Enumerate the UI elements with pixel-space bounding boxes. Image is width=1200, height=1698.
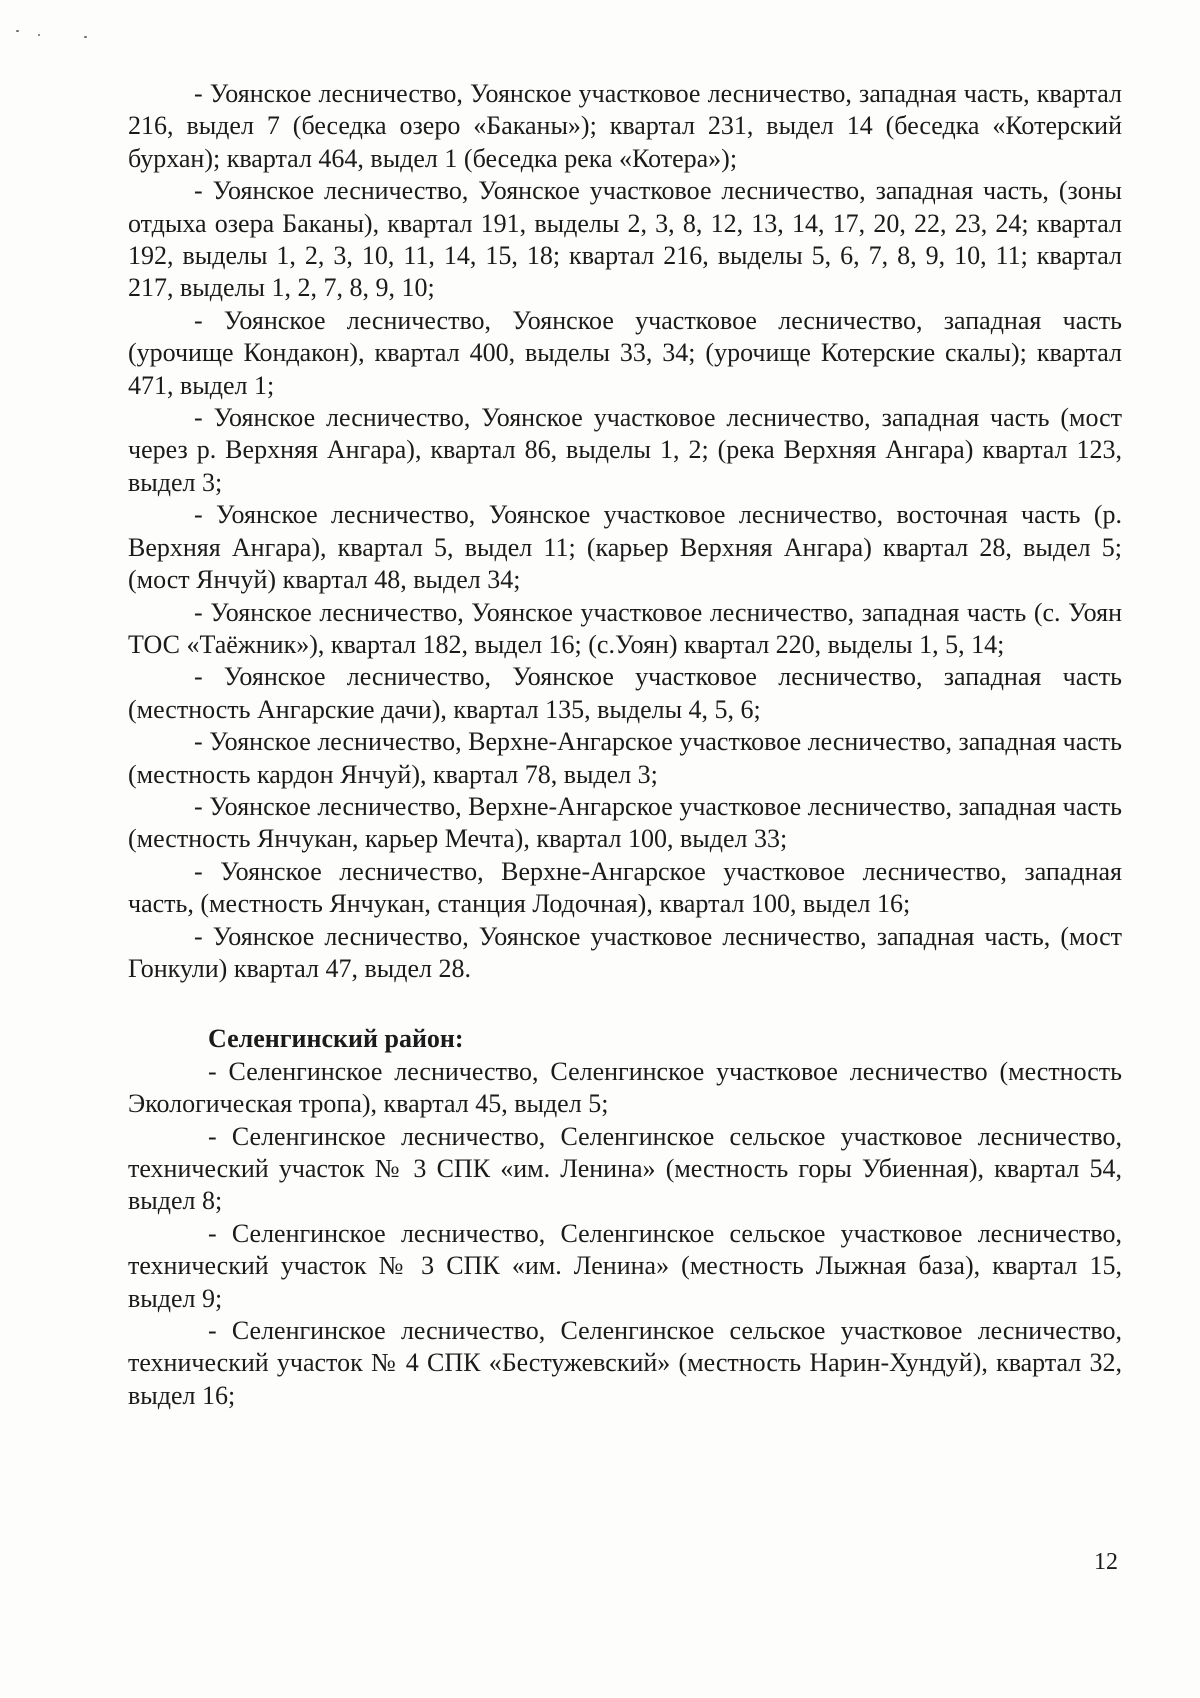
- list-item: - Селенгинское лесничество, Селенгинское сельское участковое лесничество, технический участок № 4 СПК «Бестужевский» (местность Нарин-Хундуй), квартал 32, выдел 16;: [128, 1316, 1122, 1410]
- list-item: - Селенгинское лесничество, Селенгинское сельское участковое лесничество, технический участок № 3 СПК «им. Ленина» (местность горы Убиенная), квартал 54, выдел 8;: [128, 1121, 1122, 1216]
- section-heading: Селенгинский район:: [208, 1024, 464, 1054]
- list-item: - Селенгинское лесничество, Селенгинское участковое лесничество (местность Экологическая тропа), квартал 45, выдел 5;: [128, 1056, 1122, 1119]
- page-number: 12: [1094, 1549, 1118, 1575]
- list-item: - Уоянское лесничество, Уоянское участковое лесничество, восточная часть (р. Верхняя Ангара), квартал 5, выдел 11; (карьер Верхняя Ангара) квартал 28, выдел 5; (мост Янчуй) квартал 48, выдел 34;: [128, 500, 1122, 595]
- list-item: - Уоянское лесничество, Уоянское участковое лесничество, западная часть (урочище Кондакон), квартал 400, выделы 33, 34; (урочище Котерские скалы); квартал 471, выдел 1;: [128, 305, 1122, 400]
- list-item: - Уоянское лесничество, Уоянское участковое лесничество, западная часть (с. Уоян ТОС «Таёжник»), квартал 182, выдел 16; (с.Уоян) квартал 220, выделы 1, 5, 14;: [128, 597, 1122, 659]
- scan-speck: [84, 36, 87, 38]
- list-item: - Уоянское лесничество, Уоянское участковое лесничество, западная часть (мост через р. Верхняя Ангара), квартал 86, выделы 1, 2; (река Верхняя Ангара) квартал 123, выдел 3;: [128, 403, 1122, 497]
- list-item: - Уоянское лесничество, Верхне-Ангарское участковое лесничество, западная часть (местность Янчукан, карьер Мечта), квартал 100, выдел 33;: [128, 791, 1122, 854]
- list-item: - Уоянское лесничество, Уоянское участковое лесничество, западная часть, (зоны отдыха озера Баканы), квартал 191, выделы 2, 3, 8, 12, 13, 14, 17, 20, 22, 23, 24; квартал 192, выделы 1, 2, 3, 10, 11, 14, 15, 18; квартал 216, выделы 5, 6, 7, 8, 9, 10, 11; квартал 217, выделы 1, 2, 7, 8, 9, 10;: [128, 176, 1122, 303]
- scan-speck: [16, 30, 19, 32]
- list-item: - Уоянское лесничество, Уоянское участковое лесничество, западная часть, (мост Гонкули) квартал 47, выдел 28.: [128, 921, 1122, 983]
- list-item: - Уоянское лесничество, Уоянское участковое лесничество, западная часть, квартал 216, выдел 7 (беседка озеро «Баканы»); квартал 231, выдел 14 (беседка «Котерский бурхан); квартал 464, выдел 1 (беседка река «Котера»);: [128, 79, 1122, 173]
- list-item: - Уоянское лесничество, Верхне-Ангарское участковое лесничество, западная часть, (местность Янчукан, станция Лодочная), квартал 100, выдел 16;: [128, 856, 1122, 919]
- document-body: [128, 78, 1122, 1412]
- scan-speck: [38, 34, 40, 36]
- list-item: - Уоянское лесничество, Уоянское участковое лесничество, западная часть (местность Ангарские дачи), квартал 135, выделы 4, 5, 6;: [128, 662, 1122, 724]
- list-item: - Уоянское лесничество, Верхне-Ангарское участковое лесничество, западная часть (местность кардон Янчуй), квартал 78, выдел 3;: [128, 727, 1122, 789]
- list-item: - Селенгинское лесничество, Селенгинское сельское участковое лесничество, технический участок № 3 СПК «им. Ленина» (местность Лыжная база), квартал 15, выдел 9;: [128, 1218, 1122, 1313]
